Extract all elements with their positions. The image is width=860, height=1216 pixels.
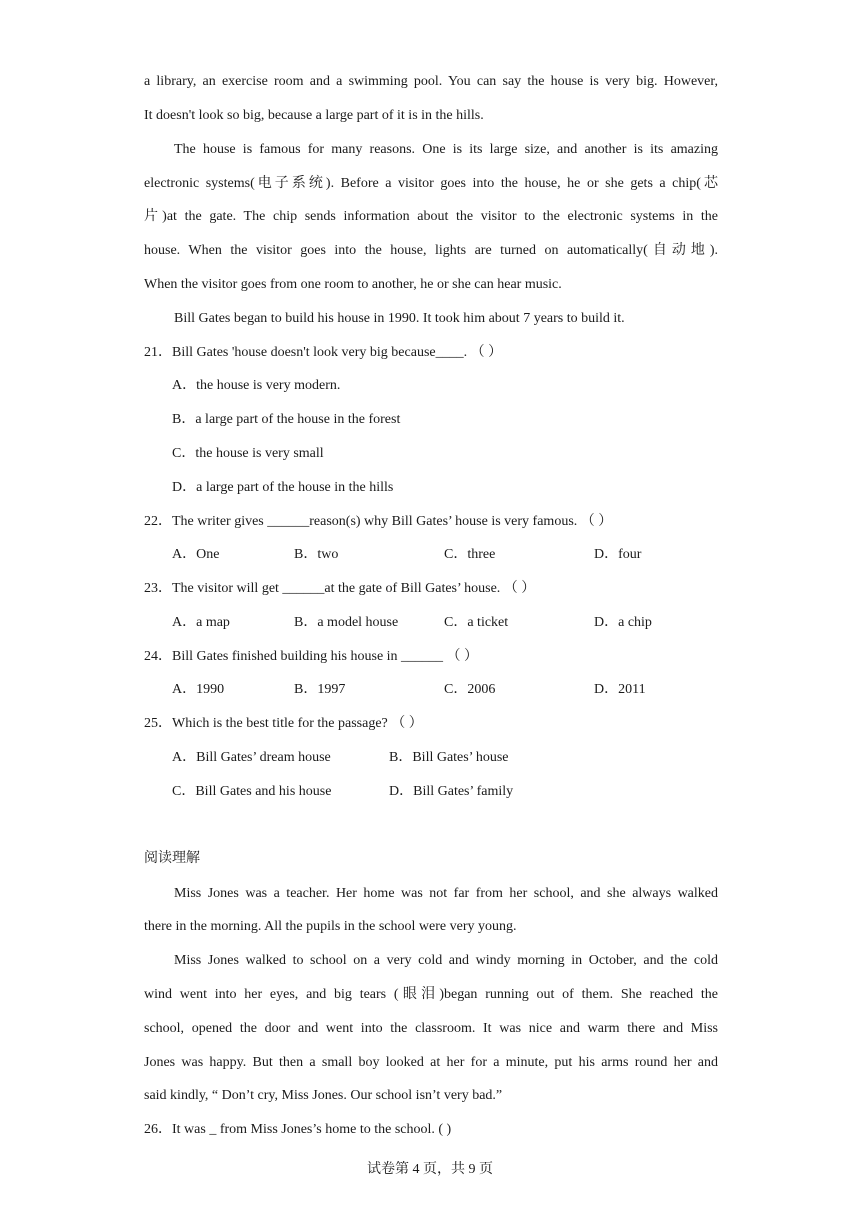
answer-option[interactable]: C．three <box>444 547 496 562</box>
answer-option[interactable]: C．2006 <box>444 682 496 697</box>
answer-option[interactable]: B．a model house <box>294 615 399 630</box>
answer-option[interactable]: A．One <box>172 547 220 562</box>
answer-option[interactable]: A．1990 <box>172 682 225 697</box>
passage-line: there in the morning. All the pupils in the school were very young. <box>144 919 517 934</box>
answer-option[interactable]: A．Bill Gates’ dream house <box>172 750 331 765</box>
answer-option[interactable]: D．a chip <box>594 615 652 630</box>
passage-line: Miss Jones was a teacher. Her home was not far from her school, and she always walked <box>174 886 718 901</box>
passage-line: The house is famous for many reasons. One is its large size, and another is its amazing <box>174 142 718 157</box>
passage-line: wind went into her eyes, and big tears (眼泪)began running out of them. She reached the <box>144 987 718 1002</box>
answer-option[interactable]: B．Bill Gates’ house <box>389 750 509 765</box>
answer-option[interactable]: B．1997 <box>294 682 346 697</box>
passage-line: Miss Jones walked to school on a very cold and windy morning in October, and the cold <box>174 953 718 968</box>
answer-option[interactable]: C．a ticket <box>444 615 509 630</box>
passage-line: house. When the visitor goes into the house, lights are turned on automatically(自动地). <box>144 243 718 258</box>
passage-line: a library, an exercise room and a swimming pool. You can say the house is very big. However, <box>144 74 718 89</box>
answer-option[interactable]: B．a large part of the house in the forest <box>172 412 401 427</box>
answer-option[interactable]: C．the house is very small <box>172 446 324 461</box>
question-stem: 22．The writer gives ______reason(s) why Bill Gates’ house is very famous. （ ） <box>144 514 613 529</box>
answer-option[interactable]: D．2011 <box>594 682 646 697</box>
passage-line: electronic systems(电子系统). Before a visitor goes into the house, he or she gets a chip(芯 <box>144 176 718 191</box>
passage-line: Jones was happy. But then a small boy looked at her for a minute, put his arms round her and <box>144 1055 718 1070</box>
passage-line: said kindly, “ Don’t cry, Miss Jones. Our school isn’t very bad.” <box>144 1088 503 1103</box>
page-footer: 试卷第 4 页，共 9 页 <box>367 1162 493 1177</box>
answer-option[interactable]: D．Bill Gates’ family <box>389 784 514 799</box>
passage-line: 片)at the gate. The chip sends information about the visitor to the electronic systems in the <box>144 209 718 224</box>
answer-option[interactable]: A．a map <box>172 615 230 630</box>
question-stem: 24．Bill Gates finished building his house in ______ （ ） <box>144 649 479 664</box>
answer-option[interactable]: A．the house is very modern. <box>172 378 341 393</box>
question-stem: 25．Which is the best title for the passage? （ ） <box>144 716 423 731</box>
answer-option[interactable]: D．a large part of the house in the hills <box>172 480 394 495</box>
passage-line: When the visitor goes from one room to another, he or she can hear music. <box>144 277 562 292</box>
passage-line: school, opened the door and went into the classroom. It was nice and warm there and Miss <box>144 1021 718 1036</box>
answer-option[interactable]: C．Bill Gates and his house <box>172 784 332 799</box>
question-stem: 23．The visitor will get ______at the gate of Bill Gates’ house. （ ） <box>144 581 536 596</box>
question-stem: 21．Bill Gates 'house doesn't look very big because____. （ ） <box>144 345 503 360</box>
answer-option[interactable]: D．four <box>594 547 642 562</box>
question-stem: 26．It was _ from Miss Jones’s home to the school. ( ) <box>144 1122 452 1137</box>
answer-option[interactable]: B．two <box>294 547 339 562</box>
passage-line: It doesn't look so big, because a large part of it is in the hills. <box>144 108 484 123</box>
passage-line: Bill Gates began to build his house in 1990. It took him about 7 years to build it. <box>174 311 625 326</box>
section-heading: 阅读理解 <box>144 851 200 866</box>
